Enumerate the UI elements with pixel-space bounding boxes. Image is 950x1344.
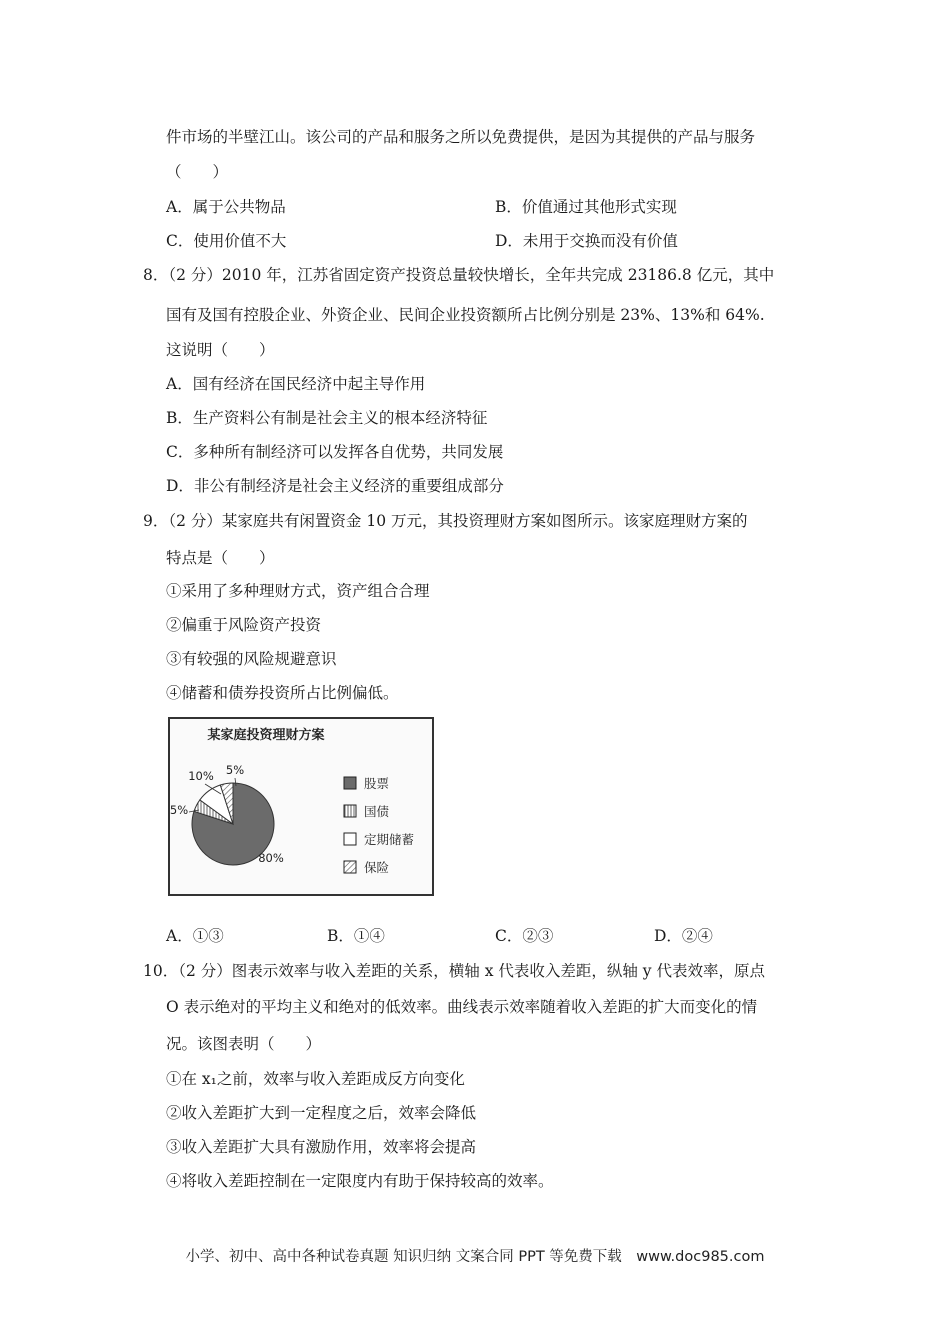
q9-option-c: C．②③	[495, 927, 554, 945]
q10-line-1: 10．（2 分）图表示效率与收入差距的关系，横轴 x 代表收入差距，纵轴 y 代表效率，原点	[143, 962, 765, 980]
pie-label-insurance: 5%	[170, 803, 189, 817]
page-footer: 小学、初中、高中各种试卷真题 知识归纳 文案合同 PPT 等免费下载 www.doc985.com	[185, 1249, 765, 1265]
q10-item-1: ①在 x₁之前，效率与收入差距成反方向变化	[166, 1070, 465, 1088]
q8-option-d: D．非公有制经济是社会主义经济的重要组成部分	[166, 477, 504, 495]
legend-swatch-deposits	[344, 833, 356, 845]
q8-option-b: B．生产资料公有制是社会主义的根本经济特征	[166, 409, 488, 427]
q8-line-3: 这说明（ ）	[166, 341, 275, 359]
pie-chart-figure	[168, 717, 434, 896]
q9-line-2: 特点是（ ）	[166, 549, 275, 567]
legend-swatch-insurance	[344, 861, 356, 873]
q7-line-2: （ ）	[166, 163, 229, 181]
legend-label-deposits: 定期储蓄	[364, 832, 415, 847]
q7-line-1: 件市场的半壁江山。该公司的产品和服务之所以免费提供，是因为其提供的产品与服务	[166, 128, 756, 146]
pie-chart-svg	[170, 719, 432, 894]
pie-label-bonds: 5%	[225, 763, 245, 777]
legend-label-stocks: 股票	[364, 776, 390, 791]
legend-label-insurance: 保险	[364, 860, 390, 875]
q8-option-a: A．国有经济在国民经济中起主导作用	[166, 375, 426, 393]
q10-item-3: ③收入差距扩大具有激励作用，效率将会提高	[166, 1138, 477, 1156]
q9-item-4: ④储蓄和债券投资所占比例偏低。	[166, 684, 399, 702]
q8-option-c: C．多种所有制经济可以发挥各自优势，共同发展	[166, 443, 504, 461]
q10-item-4: ④将收入差距控制在一定限度内有助于保持较高的效率。	[166, 1172, 554, 1190]
legend-label-bonds: 国债	[364, 804, 390, 819]
legend-swatch-stocks	[344, 777, 356, 789]
q7-option-d: D．未用于交换而没有价值	[495, 232, 678, 250]
q9-item-2: ②偏重于风险资产投资	[166, 616, 322, 634]
q7-option-b: B．价值通过其他形式实现	[495, 198, 677, 216]
legend-swatch-bonds	[344, 805, 356, 817]
q8-line-1: 8．（2 分）2010 年，江苏省固定资产投资总量较快增长，全年共完成 23186.8 亿元，其中	[143, 266, 775, 284]
pie-label-stocks: 80%	[258, 851, 284, 865]
q7-option-a: A．属于公共物品	[166, 198, 286, 216]
q10-line-2: O 表示绝对的平均主义和绝对的低效率。曲线表示效率随着收入差距的扩大而变化的情	[166, 998, 758, 1016]
q10-item-2: ②收入差距扩大到一定程度之后，效率会降低	[166, 1104, 477, 1122]
q9-option-a: A．①③	[166, 927, 224, 945]
pie-label-deposits: 10%	[188, 769, 214, 783]
q8-line-2: 国有及国有控股企业、外资企业、民间企业投资额所占比例分别是 23%、13%和 64%.	[166, 306, 765, 324]
q9-line-1: 9．（2 分）某家庭共有闲置资金 10 万元，其投资理财方案如图所示。该家庭理财方案的	[143, 512, 748, 530]
q9-item-1: ①采用了多种理财方式，资产组合合理	[166, 582, 430, 600]
q9-option-b: B．①④	[327, 927, 385, 945]
chart-title: 某家庭投资理财方案	[207, 728, 325, 743]
q9-option-d: D．②④	[654, 927, 713, 945]
q10-line-3: 况。该图表明（ ）	[166, 1035, 322, 1053]
q9-item-3: ③有较强的风险规避意识	[166, 650, 337, 668]
q7-option-c: C．使用价值不大	[166, 232, 287, 250]
